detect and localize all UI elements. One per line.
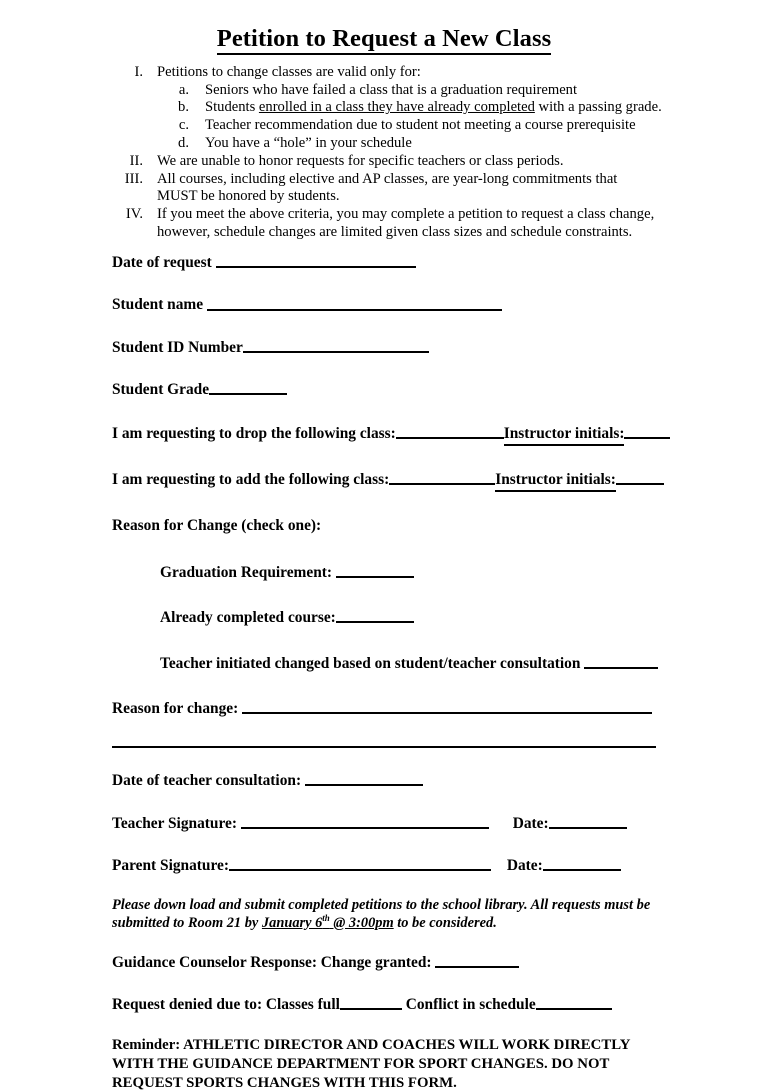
graduation-requirement-checkbox[interactable]	[336, 562, 414, 578]
teacher-date-input[interactable]	[549, 813, 627, 829]
reminder-notice	[112, 1036, 664, 1092]
add-instructor-initials-label: Instructor initials:	[495, 470, 616, 492]
change-granted-input[interactable]	[435, 952, 519, 968]
criteria-numeral: II.	[129, 152, 143, 169]
reason-option-teacher-initiated	[112, 653, 660, 673]
deadline-date: January 6	[261, 914, 323, 931]
field-label: Request denied due to: Classes full	[112, 996, 340, 1014]
reason-option-graduation	[112, 562, 660, 582]
deadline-ordinal-suffix: th	[322, 912, 330, 923]
instructions-line-2-before: submitted to Room 21 by	[112, 914, 262, 931]
teacher-date-label: Date:	[512, 814, 549, 832]
criteria-item-3	[0, 171, 768, 207]
subitem-letter: d.	[178, 134, 189, 151]
criteria-text: Petitions to change classes are valid only for:	[157, 63, 421, 80]
reason-for-change-input-line-2-wrap	[112, 746, 660, 748]
field-label: Student Grade	[112, 381, 210, 399]
parent-date-input[interactable]	[543, 855, 621, 871]
drop-instructor-initials-label: Instructor initials:	[504, 424, 625, 446]
field-label: Date of teacher consultation:	[112, 772, 302, 790]
criteria-text: All courses, including elective and AP classes, are year-long commitments that MUST be honored by students.	[157, 170, 618, 205]
field-request-denied	[112, 994, 660, 1014]
subitem-letter: a.	[178, 81, 189, 98]
field-student-grade	[112, 379, 660, 399]
option-label: Already completed course:	[160, 609, 336, 627]
field-label: I am requesting to drop the following class:	[112, 424, 396, 442]
parent-date-label: Date:	[506, 857, 543, 875]
instructions-line-1: Please down load and submit completed petitions to the school library. All requests must be	[112, 896, 651, 913]
field-counselor-response	[112, 952, 660, 972]
subitem-text: You have a “hole” in your schedule	[205, 134, 412, 151]
page-title-text: Petition to Request a New Class	[217, 25, 552, 55]
subitem-text-before: Students	[205, 99, 259, 116]
drop-instructor-initials-input[interactable]	[624, 423, 670, 439]
classes-full-input[interactable]	[340, 994, 402, 1010]
teacher-initiated-checkbox[interactable]	[584, 653, 658, 669]
criteria-numeral: I.	[134, 63, 143, 80]
field-label: Guidance Counselor Response: Change granted:	[112, 953, 432, 971]
field-add-class	[112, 469, 660, 492]
reminder-text: ATHLETIC DIRECTOR AND COACHES WILL WORK DIRECTLY WITH THE GUIDANCE DEPARTMENT FOR SPORT CHANGES. DO NOT REQUEST SPORTS CHANGES WITH THIS FORM	[112, 1037, 630, 1091]
field-reason-for-change	[112, 698, 660, 718]
criteria-item-2	[0, 153, 768, 171]
field-label: Student ID Number	[112, 338, 243, 356]
subitem-text-underlined: enrolled in a class they have already completed	[258, 99, 535, 116]
field-label: I am requesting to add the following class:	[112, 471, 390, 489]
reminder-prefix: Reminder:	[112, 1037, 184, 1054]
subitem-text: Seniors who have failed a class that is a graduation requirement	[205, 81, 578, 98]
reason-for-change-input-line-2[interactable]	[112, 746, 656, 748]
date-teacher-consultation-input[interactable]	[305, 770, 423, 786]
section-heading-text: Reason for Change (check one):	[112, 517, 322, 535]
criteria-subitem-d	[157, 135, 768, 153]
conflict-label: Conflict in schedule	[405, 996, 536, 1014]
criteria-numeral: III.	[124, 170, 143, 187]
student-name-input[interactable]	[207, 294, 502, 310]
subitem-text: Teacher recommendation due to student not meeting a course prerequisite	[205, 117, 636, 134]
subitem-letter: b.	[178, 99, 189, 116]
submission-instructions	[112, 896, 660, 932]
field-label: Reason for change:	[112, 700, 239, 718]
criteria-subitem-a	[157, 82, 768, 100]
field-student-name	[112, 294, 660, 314]
page-title	[0, 0, 768, 52]
criteria-text: If you meet the above criteria, you may complete a petition to request a class change, however, schedule changes are limited given class sizes and schedule constraints.	[157, 206, 655, 240]
deadline-time: @ 3:00pm	[329, 914, 394, 931]
option-label: Teacher initiated changed based on student/teacher consultation	[160, 654, 581, 672]
subitem-letter: c.	[178, 117, 189, 134]
subitem-text-after: with a passing grade.	[534, 99, 662, 116]
field-label: Student name	[112, 296, 204, 314]
form-fields	[112, 252, 660, 1092]
field-date-teacher-consultation	[112, 770, 660, 790]
criteria-sublist	[157, 82, 768, 153]
criteria-subitem-b	[157, 99, 768, 117]
teacher-signature-input[interactable]	[241, 813, 489, 829]
date-of-request-input[interactable]	[216, 252, 416, 268]
already-completed-checkbox[interactable]	[336, 607, 414, 623]
option-label: Graduation Requirement:	[160, 563, 333, 581]
criteria-list	[0, 64, 768, 242]
field-drop-class	[112, 423, 660, 446]
drop-class-input[interactable]	[396, 423, 504, 439]
student-id-input[interactable]	[243, 337, 429, 353]
criteria-text: We are unable to honor requests for specific teachers or class periods.	[157, 152, 564, 169]
criteria-item-4	[0, 206, 768, 242]
field-label: Parent Signature:	[112, 857, 229, 875]
reason-for-change-input[interactable]	[242, 698, 652, 714]
field-label: Teacher Signature:	[112, 814, 237, 832]
add-instructor-initials-input[interactable]	[616, 469, 664, 485]
criteria-subitem-c	[157, 117, 768, 135]
conflict-in-schedule-input[interactable]	[536, 994, 612, 1010]
reason-for-change-heading	[112, 516, 660, 535]
field-teacher-signature	[112, 813, 660, 833]
parent-signature-input[interactable]	[229, 855, 491, 871]
field-label: Date of request	[112, 254, 212, 272]
reason-option-already-completed	[112, 607, 660, 627]
field-parent-signature	[112, 855, 660, 875]
criteria-numeral: IV.	[125, 206, 143, 223]
student-grade-input[interactable]	[209, 379, 287, 395]
field-student-id	[112, 337, 660, 357]
reminder-suffix: .	[453, 1074, 457, 1091]
instructions-line-2-after: to be considered.	[393, 914, 497, 931]
add-class-input[interactable]	[389, 469, 495, 485]
field-date-of-request	[112, 252, 660, 272]
criteria-item-1	[0, 64, 768, 153]
instructions-deadline	[261, 912, 394, 931]
